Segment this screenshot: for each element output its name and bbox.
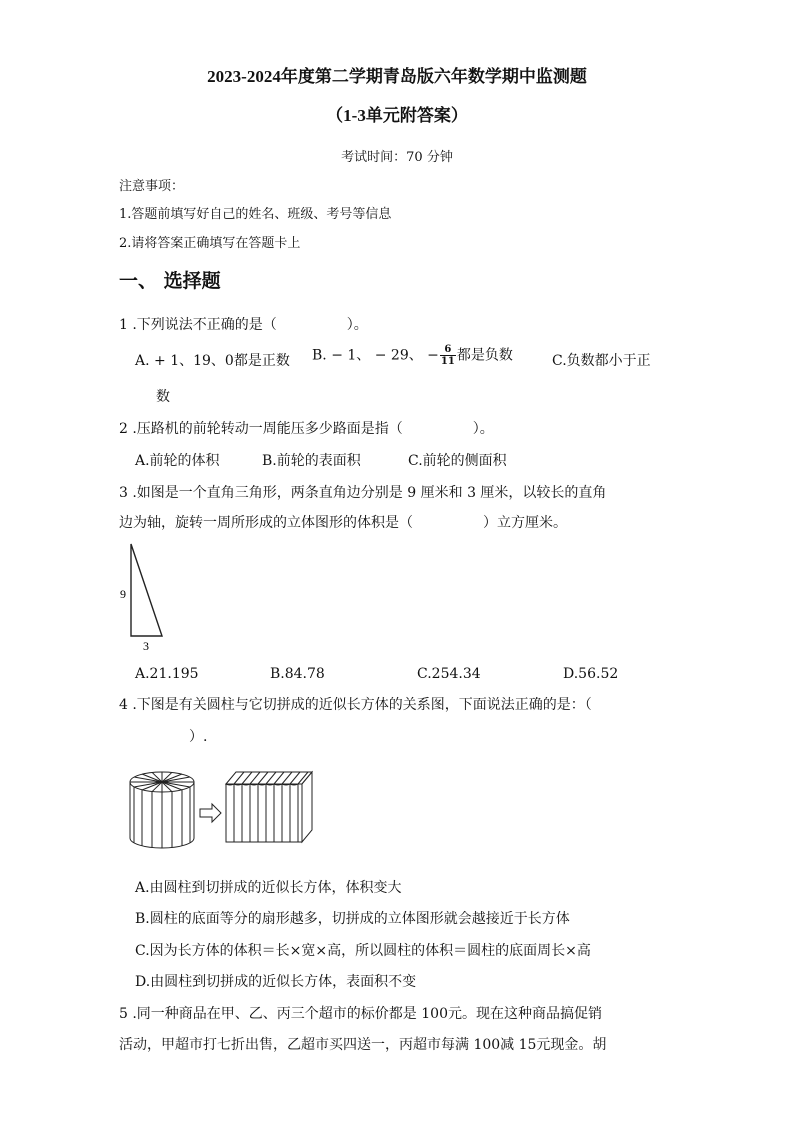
q2-stem: 2 .压路机的前轮转动一周能压多少路面是指（ ）。	[119, 421, 494, 437]
q4-option-b: B.圆柱的底面等分的扇形越多，切拼成的立体图形就会越接近于长方体	[135, 911, 570, 927]
q5-stem-line1: 5 .同一种商品在甲、乙、丙三个超市的标价都是 100元。现在这种商品搞促销	[119, 1006, 602, 1022]
label-vertical: 9	[120, 587, 126, 601]
cuboid-shape	[226, 772, 312, 842]
fraction-denominator: 11	[440, 356, 455, 367]
q2-option-a: A.前轮的体积	[135, 453, 220, 469]
q3-stem-line2: 边为轴，旋转一周所形成的立体图形的体积是（ ）立方厘米。	[119, 515, 567, 531]
q4-option-c: C.因为长方体的体积＝长×宽×高，所以圆柱的体积＝圆柱的底面周长×高	[135, 943, 591, 959]
q1-option-b-prefix: B. − 1、 − 29、 −	[312, 347, 439, 364]
q3-option-c: C.254.34	[417, 666, 481, 682]
q3-option-b: B.84.78	[270, 666, 325, 682]
q1-option-c-cont: 数	[156, 389, 170, 405]
q4-option-d: D.由圆柱到切拼成的近似长方体，表面积不变	[135, 974, 417, 990]
q1-option-c: C.负数都小于正	[552, 353, 651, 369]
q4-stem-line1: 4 .下图是有关圆柱与它切拼成的近似长方体的关系图，下面说法正确的是：（	[119, 697, 592, 713]
q5-stem-line2: 活动，甲超市打七折出售，乙超市买四送一，丙超市每满 100减 15元现金。胡	[119, 1037, 607, 1053]
q1-stem: 1 .下列说法不正确的是（ ）。	[119, 317, 368, 333]
q3-option-a: A.21.195	[135, 666, 199, 682]
section-title: 一、 选择题	[119, 270, 221, 292]
q3-option-d: D.56.52	[563, 666, 619, 682]
q4-option-a: A.由圆柱到切拼成的近似长方体，体积变大	[135, 880, 402, 896]
q2-option-c: C.前轮的侧面积	[408, 453, 507, 469]
right-triangle-figure	[115, 538, 175, 658]
q1-option-a: A. + 1、19、0都是正数	[135, 353, 290, 369]
q3-stem-line1: 3 .如图是一个直角三角形，两条直角边分别是 9 厘米和 3 厘米，以较长的直角	[119, 485, 607, 501]
page-title: 2023-2024年度第二学期青岛版六年数学期中监测题	[207, 67, 587, 86]
cylinder-to-cuboid-figure	[122, 762, 322, 858]
page-subtitle: （1-3单元附答案）	[326, 106, 468, 125]
fraction	[440, 344, 456, 367]
arrow-icon	[200, 804, 221, 822]
cylinder-shape	[130, 772, 194, 848]
q4-stem-line2: ）.	[119, 729, 208, 745]
label-horizontal: 3	[143, 639, 149, 653]
triangle-shape	[131, 544, 162, 636]
fraction-numerator: 6	[440, 344, 456, 356]
note-item-1: 1.答题前填写好自己的姓名、班级、考号等信息	[119, 207, 392, 222]
exam-time: 考试时间：70 分钟	[341, 150, 453, 165]
q1-option-b-suffix: 都是负数	[456, 347, 513, 364]
q2-option-b: B.前轮的表面积	[262, 453, 361, 469]
note-item-2: 2.请将答案正确填写在答题卡上	[119, 236, 301, 251]
q1-option-b	[312, 344, 513, 367]
notes-heading: 注意事项：	[119, 179, 185, 194]
